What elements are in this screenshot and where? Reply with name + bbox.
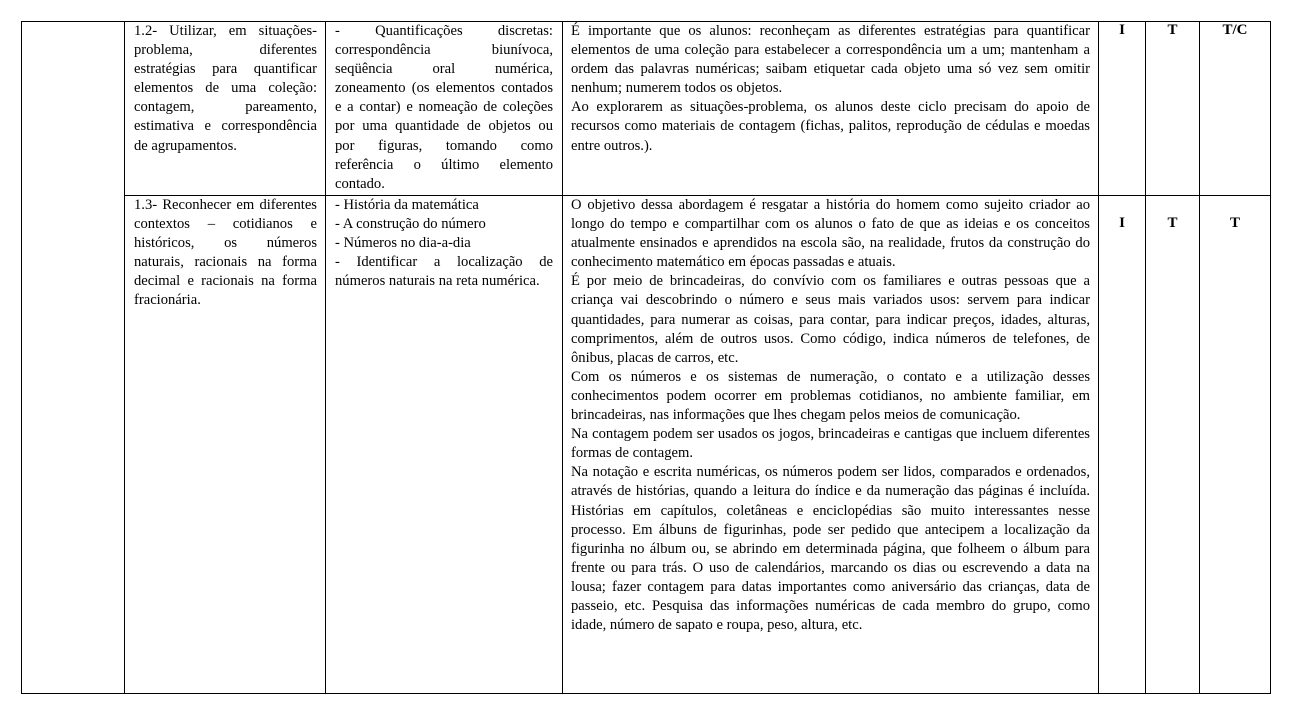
col-border-7: [1270, 21, 1271, 694]
row2-note-4: Na contagem podem ser usados os jogos, brincadeiras e cantigas que incluem diferentes formas de contagem.: [571, 426, 1090, 462]
col-border-6: [1199, 21, 1200, 694]
row1-notes: [571, 22, 1090, 156]
row2-col-t: T: [1167, 215, 1178, 231]
row1-note-2: Ao explorarem as situações-problema, os alunos deste ciclo precisam do apoio de recursos como materiais de contagem (fichas, palitos, reprodução de cédulas e moedas entre outros.).: [571, 99, 1090, 154]
row1-note-1: É importante que os alunos: reconheçam as diferentes estratégias para quantificar elementos de uma coleção para estabelecer a correspondência um a um; mantenham a ordem das palavras numéricas; saibam etiquetar cada objeto uma só vez sem omitir nenhum; numerem todos os objetos.: [571, 23, 1090, 97]
col-border-5: [1145, 21, 1146, 694]
row1-content: - Quantificações discretas: correspondência biunívoca, seqüência oral numérica, zoneamento (os elementos contados e a contar) e nomeação de coleções por uma quantidade de objetos ou por figuras, tomando como referência o último elemento contado.: [335, 23, 553, 192]
row2-content-item: - Identificar a localização de números naturais na reta numérica.: [335, 254, 553, 290]
row2-note-2: É por meio de brincadeiras, do convívio com os familiares e outras pessoas que a criança vai descobrindo o número e seus mais variados usos: servem para indicar quantidades, para numerar as coisas, para contar, para indicar preços, idades, alturas, comprimentos, além de outros usos. Como código, indica números de telefones, de ônibus, placas de carros, etc.: [571, 273, 1090, 366]
row2-note-5: Na notação e escrita numéricas, os números podem ser lidos, comparados e ordenados, através de histórias, quando a leitura do índice e da numeração das páginas é incluída. Histórias em capítulos, coletâneas e enciclopédias são muito interessantes nesse processo. Em álbuns de figurinhas, pode ser pedido que antecipem a localização da figurinha no álbum ou, se abrindo em determinada página, que folheem o álbum para frente ou para trás. O uso de calendários, marcando os dias ou escrevendo a data na lousa; fazer contagem para datas importantes como aniversário das crianças, data de passeio, etc. Pesquisa das informações numéricas de cada membro do grupo, como idade, número de sapato e roupa, peso, altura, etc.: [571, 464, 1090, 634]
row1-col-t: T: [1167, 22, 1178, 38]
row2-content: [335, 196, 553, 291]
row2-note-3: Com os números e os sistemas de numeração, o contato e a utilização desses conhecimentos podem ocorrer em problemas cotidianos, no ambiente familiar, em brincadeiras, nas informações que lhes chegam pelos meios de comunicação.: [571, 368, 1090, 424]
row1-objective: 1.2- Utilizar, em situações-problema, diferentes estratégias para quantificar elementos de uma coleção: contagem, pareamento, estimativa e correspondência de agrupamentos.: [134, 23, 317, 154]
row1-col-i: I: [1119, 22, 1125, 38]
row2-content-item: - História da matemática: [335, 197, 479, 213]
col-border-4: [1098, 21, 1099, 694]
col-border-1: [124, 21, 125, 694]
col-border-3: [562, 21, 563, 694]
row1-col-tc: T/C: [1222, 22, 1248, 38]
row2-content-item: - Números no dia-a-dia: [335, 235, 471, 252]
row2-note-1: O objetivo dessa abordagem é resgatar a história do homem como sujeito criador ao longo do tempo e compartilhar com os alunos o fato de que as ideias e os conceitos atualmente ensinados e aprendidos na escola são, na realidade, frutos da construção do conhecimento matemático em épocas passadas e atuais.: [571, 197, 1090, 271]
col-border-2: [325, 21, 326, 694]
table-bottom-border: [21, 693, 1271, 694]
row2-notes: [571, 196, 1090, 635]
col-border-0: [21, 21, 22, 694]
row2-objective: 1.3- Reconhecer em diferentes contextos – cotidianos e históricos, os números naturais, racionais na forma decimal e racionais na forma fracionária.: [134, 197, 317, 309]
row2-col-i: I: [1119, 215, 1125, 231]
row2-content-item: - A construção do número: [335, 216, 486, 233]
row2-col-t2: T: [1229, 215, 1240, 231]
